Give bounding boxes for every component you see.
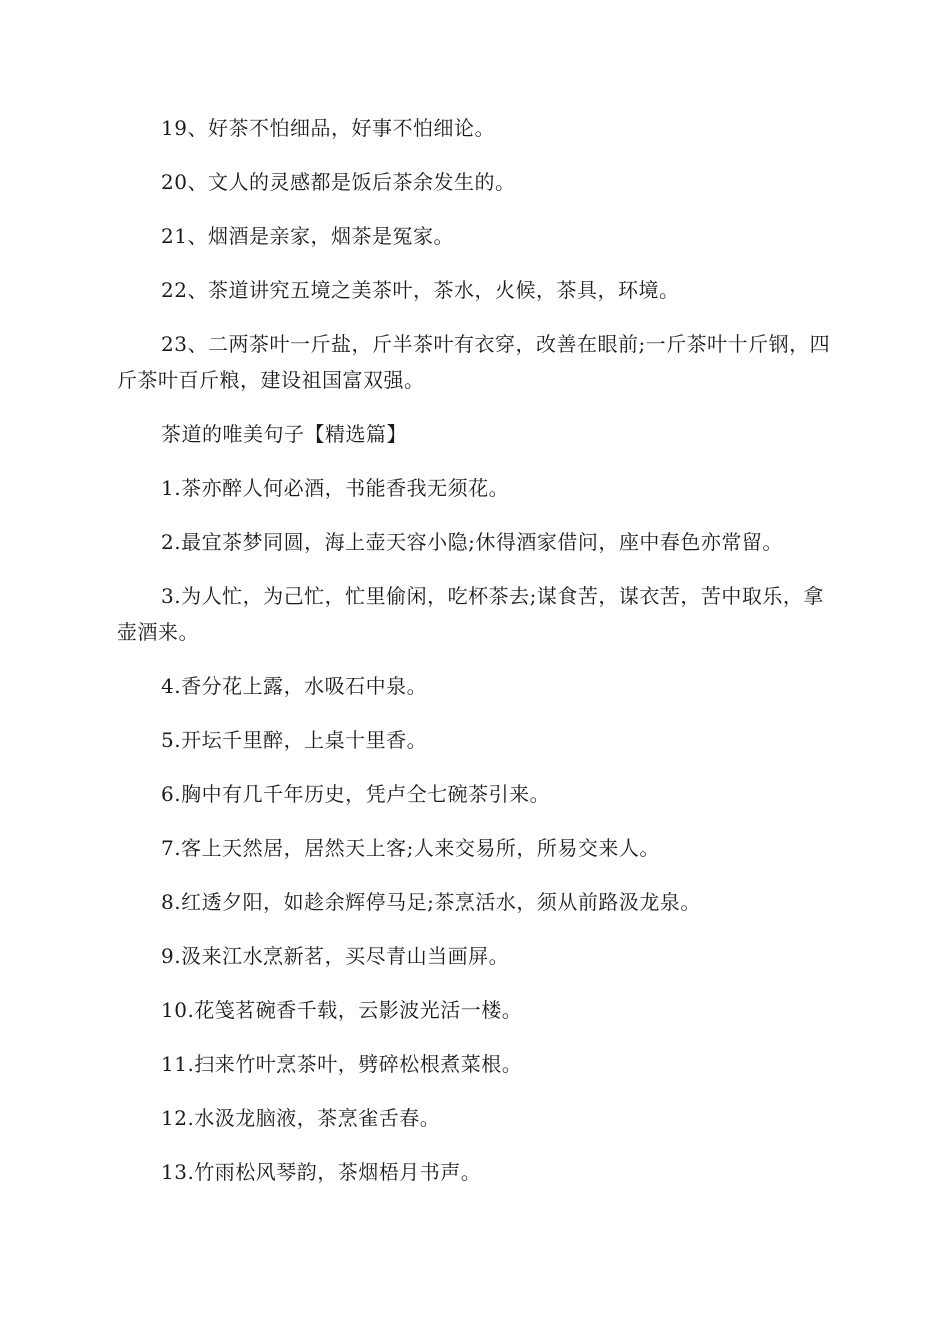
sentence-10: 10.花笺茗碗香千载，云影波光活一楼。 <box>161 998 523 1022</box>
paragraph-19: 19、好茶不怕细品，好事不怕细论。 <box>161 116 495 140</box>
paragraph-23: 23、二两茶叶一斤盐，斤半茶叶有衣穿，改善在眼前;一斤茶叶十斤钢，四斤茶叶百斤粮，建设祖国富双强。 <box>117 332 831 392</box>
sentence-8: 8.红透夕阳，如趁余辉停马足;茶烹活水，须从前路汲龙泉。 <box>161 890 701 914</box>
sentence-3: 3.为人忙，为己忙，忙里偷闲，吃杯茶去;谋食苦，谋衣苦，苦中取乐，拿壶酒来。 <box>117 584 824 644</box>
paragraph-20: 20、文人的灵感都是饭后茶余发生的。 <box>161 170 516 194</box>
sentence-2: 2.最宜茶梦同圆，海上壶天容小隐;休得酒家借问，座中春色亦常留。 <box>161 530 783 554</box>
sentence-11: 11.扫来竹叶烹茶叶，劈碎松根煮菜根。 <box>161 1052 523 1076</box>
sentence-4: 4.香分花上露，水吸石中泉。 <box>161 674 428 698</box>
sentence-5: 5.开坛千里醉，上桌十里香。 <box>161 728 428 752</box>
sentence-1: 1.茶亦醉人何必酒，书能香我无须花。 <box>161 476 510 500</box>
document-body <box>117 110 833 1208</box>
sentence-12: 12.水汲龙脑液，茶烹雀舌春。 <box>161 1106 441 1130</box>
paragraph-22: 22、茶道讲究五境之美茶叶，茶水，火候，茶具，环境。 <box>161 278 680 302</box>
sentence-6: 6.胸中有几千年历史，凭卢仝七碗茶引来。 <box>161 782 551 806</box>
section-heading: 茶道的唯美句子【精选篇】 <box>161 422 407 446</box>
sentence-9: 9.汲来江水烹新茗，买尽青山当画屏。 <box>161 944 510 968</box>
sentence-7: 7.客上天然居，居然天上客;人来交易所，所易交来人。 <box>161 836 660 860</box>
paragraph-21: 21、烟酒是亲家，烟茶是冤家。 <box>161 224 454 248</box>
sentence-13: 13.竹雨松风琴韵，茶烟梧月书声。 <box>161 1160 482 1184</box>
